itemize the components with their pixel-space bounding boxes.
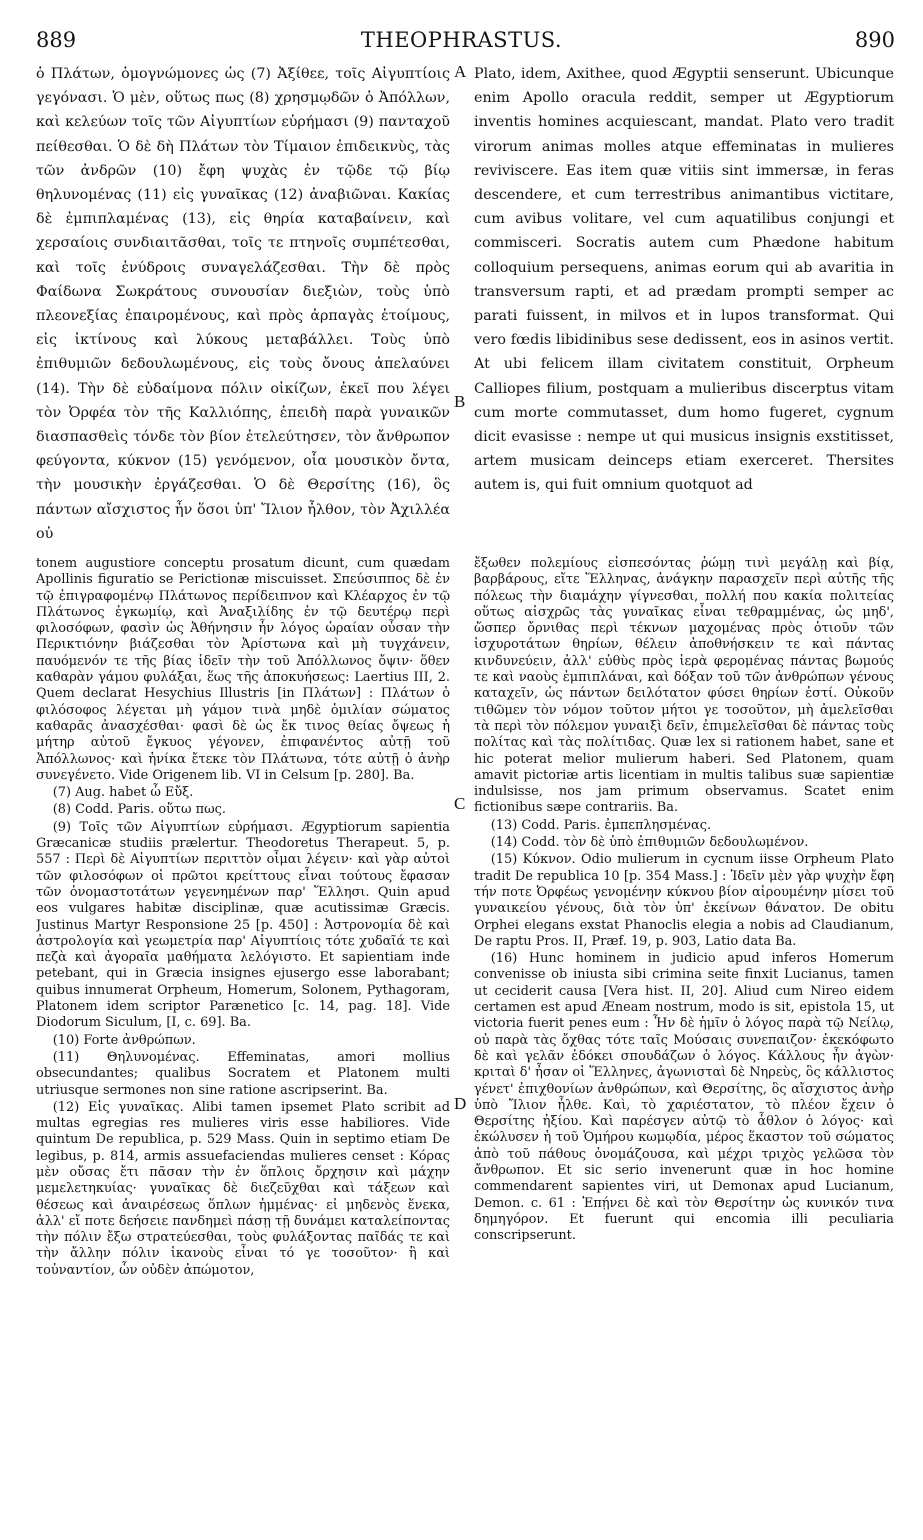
note-11: (11) Θηλυνομένας. Effeminatas, amori mollius obsecundantes; qualibus Socratem et Platonem multi utriusque sermones non sine ratione ascripserint. Ba. [36, 1049, 450, 1098]
greek-main-text: ὁ Πλάτων, ὁμογνώμονες ὡς (7) Ἀξίθεε, τοῖς Αἰγυπτίοις γεγόνασι. Ὁ μὲν, οὕτως πως (8) χρησμῳδῶν ὁ Ἀπόλλων, καὶ κελεύων τοῖς τῶν Αἰγυπτίων εὑρήμασι (9) πανταχοῦ πείθεσθαι. Ὁ δὲ δὴ Πλάτων τὸν Τίμαιον ἐπιδεικνὺς, τὰς τῶν ἀνδρῶν (10) ἔφη ψυχὰς ἐν τῷδε τῷ βίῳ θηλυνομένας (11) εἰς γυναῖκας (12) ἀναβιῶναι. Κακίας δὲ ἐμπιπλαμένας (13), εἰς θηρία καταβαίνειν, καὶ χερσαίοις συνδιαιτᾶσθαι, τοῖς τε πτηνοῖς συμπέτεσθαι, καὶ τοῖς ἐνύδροις συναγελάζεσθαι. Τὴν δὲ πρὸς Φαίδωνα Σωκράτους συνουσίαν διεξιὼν, τοὺς ὑπὸ πλεονεξίας ἐπαιρομένους, καὶ πρὸς ἁρπαγὰς ἑτοίμους, εἰς ἰκτίνους καὶ λύκους μεταβάλλει. Τοὺς ὑπὸ ἐπιθυμιῶν δεδουλωμένους, εἰς τοὺς ὄνους ἀπελαύνει (14). Τὴν δὲ εὐδαίμονα πόλιν οἰκίζων, ἐκεῖ που λέγει τὸν Ὀρφέα τὸν τῆς Καλλιόπης, ἐπειδὴ παρὰ γυναικῶν διασπασθεὶς τόνδε τὸν βίον ἐτελεύτησεν, τὸν ἄνθρωπον φεύγοντα, κύκνον (15) γενόμενον, οἷα μουσικὸν ὄντα, τὴν μουσικὴν ἐργάζεσθαι. Ὁ δὲ Θερσίτης (16), ὃς πάντων αἴσχιστος ἦν ὅσοι ὑπ' Ἴλιον ἦλθον, τὸν Ἀχιλλέα οὐ [36, 66, 450, 542]
latin-main-column [474, 62, 894, 542]
note-14: (14) Codd. τὸν δὲ ὑπὸ ἐπιθυμιῶν δεδουλωμένον. [490, 835, 809, 851]
running-title: THEOPHRASTUS. [360, 28, 563, 52]
page-header [0, 28, 923, 58]
note-8: (8) Codd. Paris. οὕτω πως. [52, 802, 226, 818]
notes-right-column [474, 556, 894, 1526]
note-10: (10) Forte ἀνθρώπων. [52, 1032, 196, 1048]
note-left-continuation: tonem augustiore conceptu prosatum dicunt, cum quædam Apollinis figuratio se Perictionæ miscuisset. Σπεύσιππος δὲ ἐν τῷ ἐπιγραφομένῳ Πλάτωνος περίδειπνον καὶ Κλέαρχος ἐν τῷ Πλάτωνος ἐγκωμίῳ, καὶ Ἀναξιλίδης ἐν τῷ δευτέρῳ περὶ φιλοσόφων, φασὶν ὡς Ἀθήνησιν ἦν λόγος ὡραίαν οὖσαν τὴν Περικτιόνην βιάζεσθαι τὸν Ἀρίστωνα καὶ μὴ τυγχάνειν, παυόμενόν τε τῆς βίας ἰδεῖν τὴν τοῦ Ἀπόλλωνος ὄψιν· ὅθεν καθαρὰν γάμου φυλάξαι, ἕως τῆς ἀποκυήσεως: Laertius III, 2. Quem declarat Hesychius Illustris [in Πλάτων] : Πλάτων ὁ φιλόσοφος λέγεται μὴ γάμον τινὰ μηδὲ ὁμιλίαν σώματος καθαρᾶς ἀνασχέσθαι· φασὶ δὲ ὡς ἔκ τινος θείας ὄψεως ἡ μήτηρ αὐτοῦ ἔγκυος γέγονεν, ἐπιφανέντος αὐτῇ τοῦ Ἀπόλλωνος· καὶ ἡνίκα ἔτεκε τὸν Πλάτωνα, τότε αὐτῇ ὁ ἀνὴρ συνεγένετο. Vide Origenem lib. VI in Celsum [p. 280]. Ba. [36, 556, 450, 783]
note-right-continuation: ἔξωθεν πολεμίους εἰσπεσόντας ῥώμῃ τινὶ μεγάλῃ καὶ βίᾳ, βαρβάρους, εἴτε Ἕλληνας, ἀνάγκην παρασχεῖν περὶ αὐτῆς τῆς πόλεως τὴν διαμάχην γίγνεσθαι, πολλή που κακία πολιτείας οὕτως αἰσχρῶς τὰς γυναῖκας εἶναι τεθραμμένας, ὡς μηδ', ὥσπερ ὄρνιθας περὶ τέκνων μαχομένας πρὸς ὁτιοῦν τῶν ἰσχυροτάτων θηρίων, θέλειν ἀποθνήσκειν τε καὶ πάντας κινδυνεύειν, ἀλλ' εὐθὺς πρὸς ἱερὰ φερομένας πάντας βωμούς τε καὶ ναοὺς ἐμπιπλάναι, καὶ δόξαν τοῦ τῶν ἀνθρώπων γένους καταχεῖν, ὡς πάντων δειλότατον φύσει θηρίων ἐστί. Οὐκοῦν τιθῶμεν τὸν νόμον τοῦτον μήτοι γε τοσοῦτον, μὴ ἀμελεῖσθαι τὰ περὶ τὸν πόλεμον γυναιξὶ δεῖν, ἐπιμελεῖσθαι δὲ πάντας τοὺς πολίτας καὶ τὰς πολίτιδας. Quæ lex si rationem habet, sane et hic poterat melior mulierum haberi. Sed Platonem, quam amavit pictoriæ artis licentiam in multis talibus suæ sapientiæ indulsisse, nos jam primum observamus. Scatet enim fictionibus sæpe contrariis. Ba. [474, 556, 894, 816]
note-13: (13) Codd. Paris. ἐμπεπλησμένας. [490, 817, 712, 833]
greek-main-column [36, 62, 450, 542]
margin-letter-b: B [454, 392, 466, 411]
note-7: (7) Aug. habet ὦ Εὔξ. [52, 785, 194, 801]
notes-left-column [36, 556, 450, 1526]
margin-letter-d: D [454, 1094, 467, 1113]
margin-letter-c: C [454, 794, 466, 813]
page-number-right: 890 [854, 28, 895, 52]
note-9: (9) Τοῖς τῶν Αἰγυπτίων εὑρήμασι. Ægyptiorum sapientia Græcanicæ studiis prælertur. Theodoretus Therapeut. 5, p. 557 : Περὶ δὲ Αἰγυπτίων περιττὸν οἶμαι λέγειν· καὶ γὰρ αὐτοὶ τῶν φιλοσόφων οἱ πρῶτοι κρείττους εἶναι τούτους ἔφασαν τῶν ὀνομαστοτάτων γεγενημένων παρ' Ἕλλησι. Quin apud eos vulgares habitæ disciplinæ, quæ acutissimæ Græcis. Justinus Martyr Responsione 25 [p. 450] : Ἀστρονομία δὲ καὶ ἀστρολογία καὶ γεωμετρία παρ' Αἰγυπτίοις τότε χυδαῖά τε καὶ πεζὰ καὶ ἀγοραῖα μαθήματα λελόγιστο. Et sapientiam inde petebant, qui in Græcia insignes ejusergo esse laborabant; quibus innumerat Orpheum, Homerum, Solonem, Pythagoram, Platonem idem scriptor Parænetico [c. 14, pag. 18]. Vide Diodorum Siculum, [I, c. 69]. Ba. [36, 819, 450, 1031]
latin-main-text: Plato, idem, Axithee, quod Ægyptii senserunt. Ubicunque enim Apollo oracula reddit, semper ut Ægyptiorum inventis homines acquiescant, mandat. Plato vero tradit virorum animas molles atque effeminatas in mulieres reviviscere. Eas item quæ vitiis sint immersæ, in feras descendere, et cum terrestribus animantibus victitare, cum avibus volitare, vel cum aquatilibus conjungi et commisceri. Socratis autem cum Phædone habitum colloquium persequens, animas eorum qui ab avaritia in transversum rapti, et ad prædam prompti semper ac parati fuissent, in milvos et in lupos transformat. Qui vero fœdis libidinibus sese dedissent, eos in asinos vertit. At ubi felicem illam civitatem constituit, Orpheum Calliopes filium, postquam a mulieribus discerptus vitam cum morte commutasset, dum homo fugeret, cygnum dicit evasisse : nempe ut qui musicus insignis exstitisset, artem musicam deinceps etiam exerceret. Thersites autem is, qui fuit omnium quotquot ad [474, 66, 894, 494]
margin-letter-a: A [454, 62, 467, 81]
note-16: (16) Hunc hominem in judicio apud inferos Homerum convenisse ob iniusta sibi crimina seite finxit Lucianus, tamen ut ceciderit causa [Vera hist. II, 20]. Aliud cum Nireo eidem certamen est apud Æneam nostrum, modo is sit, epistola 15, ut victoria fuerit penes eum : Ἦν δὲ ἡμῖν ὁ λόγος παρὰ τῷ Νείλῳ, οὐ παρὰ τὰς ὄχθας τότε ταῖς Μούσαις συνεπαιζον· ἐκεκόφωτο δὲ καὶ γελᾶν ἐδόκει σπουδάζων ὁ λόγος. Κάλλους ἦν ἀγὼν· κριταὶ δ' ἦσαν οἱ Ἕλληνες, ἀγωνισταὶ δὲ Νηρεὺς, ὃς κάλλιστος γένετ' ἐπιχθονίων ἀνθρώπων, καὶ Θερσίτης, ὃς αἴσχιστος ἀνὴρ ὑπὸ Ἴλιον ἦλθε. Καὶ, τὸ χαριέστατον, τὸ πλέον ἔχειν ὁ Θερσίτης ἠξίου. Καὶ παρέσγεν αὐτῷ τὸ ἆθλον ὁ λόγος· καὶ ἐκώλυσεν ἡ τοῦ Ὁμήρου κωμῳδία, μέρος ἕκαστον τοῦ σώματος ἀπὸ τοῦ πάθους ὀνομάζουσα, καὶ μέχρι τριχὸς γελῶσα τὸν ἄνθρωπον. Et sic serio invenerunt quæ in hoc homine commendarent sapientes viri, ut Demonax apud Lucianum, Demon. c. 61 : Ἐπῄνει δὲ καὶ τὸν Θερσίτην ὡς κυνικόν τινα δημηγόρον. Et fuerunt qui encomia illi peculiaria conscripserunt. [474, 951, 894, 1244]
page-number-left: 889 [36, 28, 77, 52]
note-12: (12) Εἰς γυναῖκας. Alibi tamen ipsemet Plato scribit ad multas egregias res mulieres viris esse habiliores. Vide quintum De republica, p. 529 Mass. Quin in septimo etiam De legibus, p. 814, armis assuefaciendas mulieres censet : Κόρας μὲν οὔσας ἔτι πᾶσαν τὴν ἐν ὅπλοις ὄρχησιν καὶ μάχην μεμελετηκυίας· γυναῖκας δὲ διεζεῦχθαι καὶ τάξεων καὶ θέσεως καὶ ἀναιρέσεως ὅπλων ἡμμένας· εἰ μηδενὸς ἕνεκα, ἀλλ' εἴ ποτε δεήσειε πανδημεὶ πάσῃ τῇ δυνάμει καταλείποντας τὴν πόλιν ἔξω στρατεύεσθαι, τοὺς φυλάξοντας παῖδάς τε καὶ τὴν ἄλλην πόλιν ἱκανοὺς εἶναι τό γε τοσοῦτον· ἢ καὶ τοὐναντίον, ὧν οὐδὲν ἀπώμοτον, [36, 1099, 450, 1278]
note-15: (15) Κύκνον. Odio mulierum in cycnum iisse Orpheum Plato tradit De republica 10 [p. 354 Mass.] : Ἰδεῖν μὲν γὰρ ψυχὴν ἔφη τήν ποτε Ὀρφέως γενομένην κύκνου βίον αἱρουμένην μίσει τοῦ γυναικείου γένους, διὰ τὸν ὑπ' ἐκείνων θάνατον. De obitu Orphei elegans exstat Phanoclis elegia a nobis ad Claudianum, De raptu Pros. II, Præf. 19, p. 903, Latio data Ba. [474, 852, 894, 949]
